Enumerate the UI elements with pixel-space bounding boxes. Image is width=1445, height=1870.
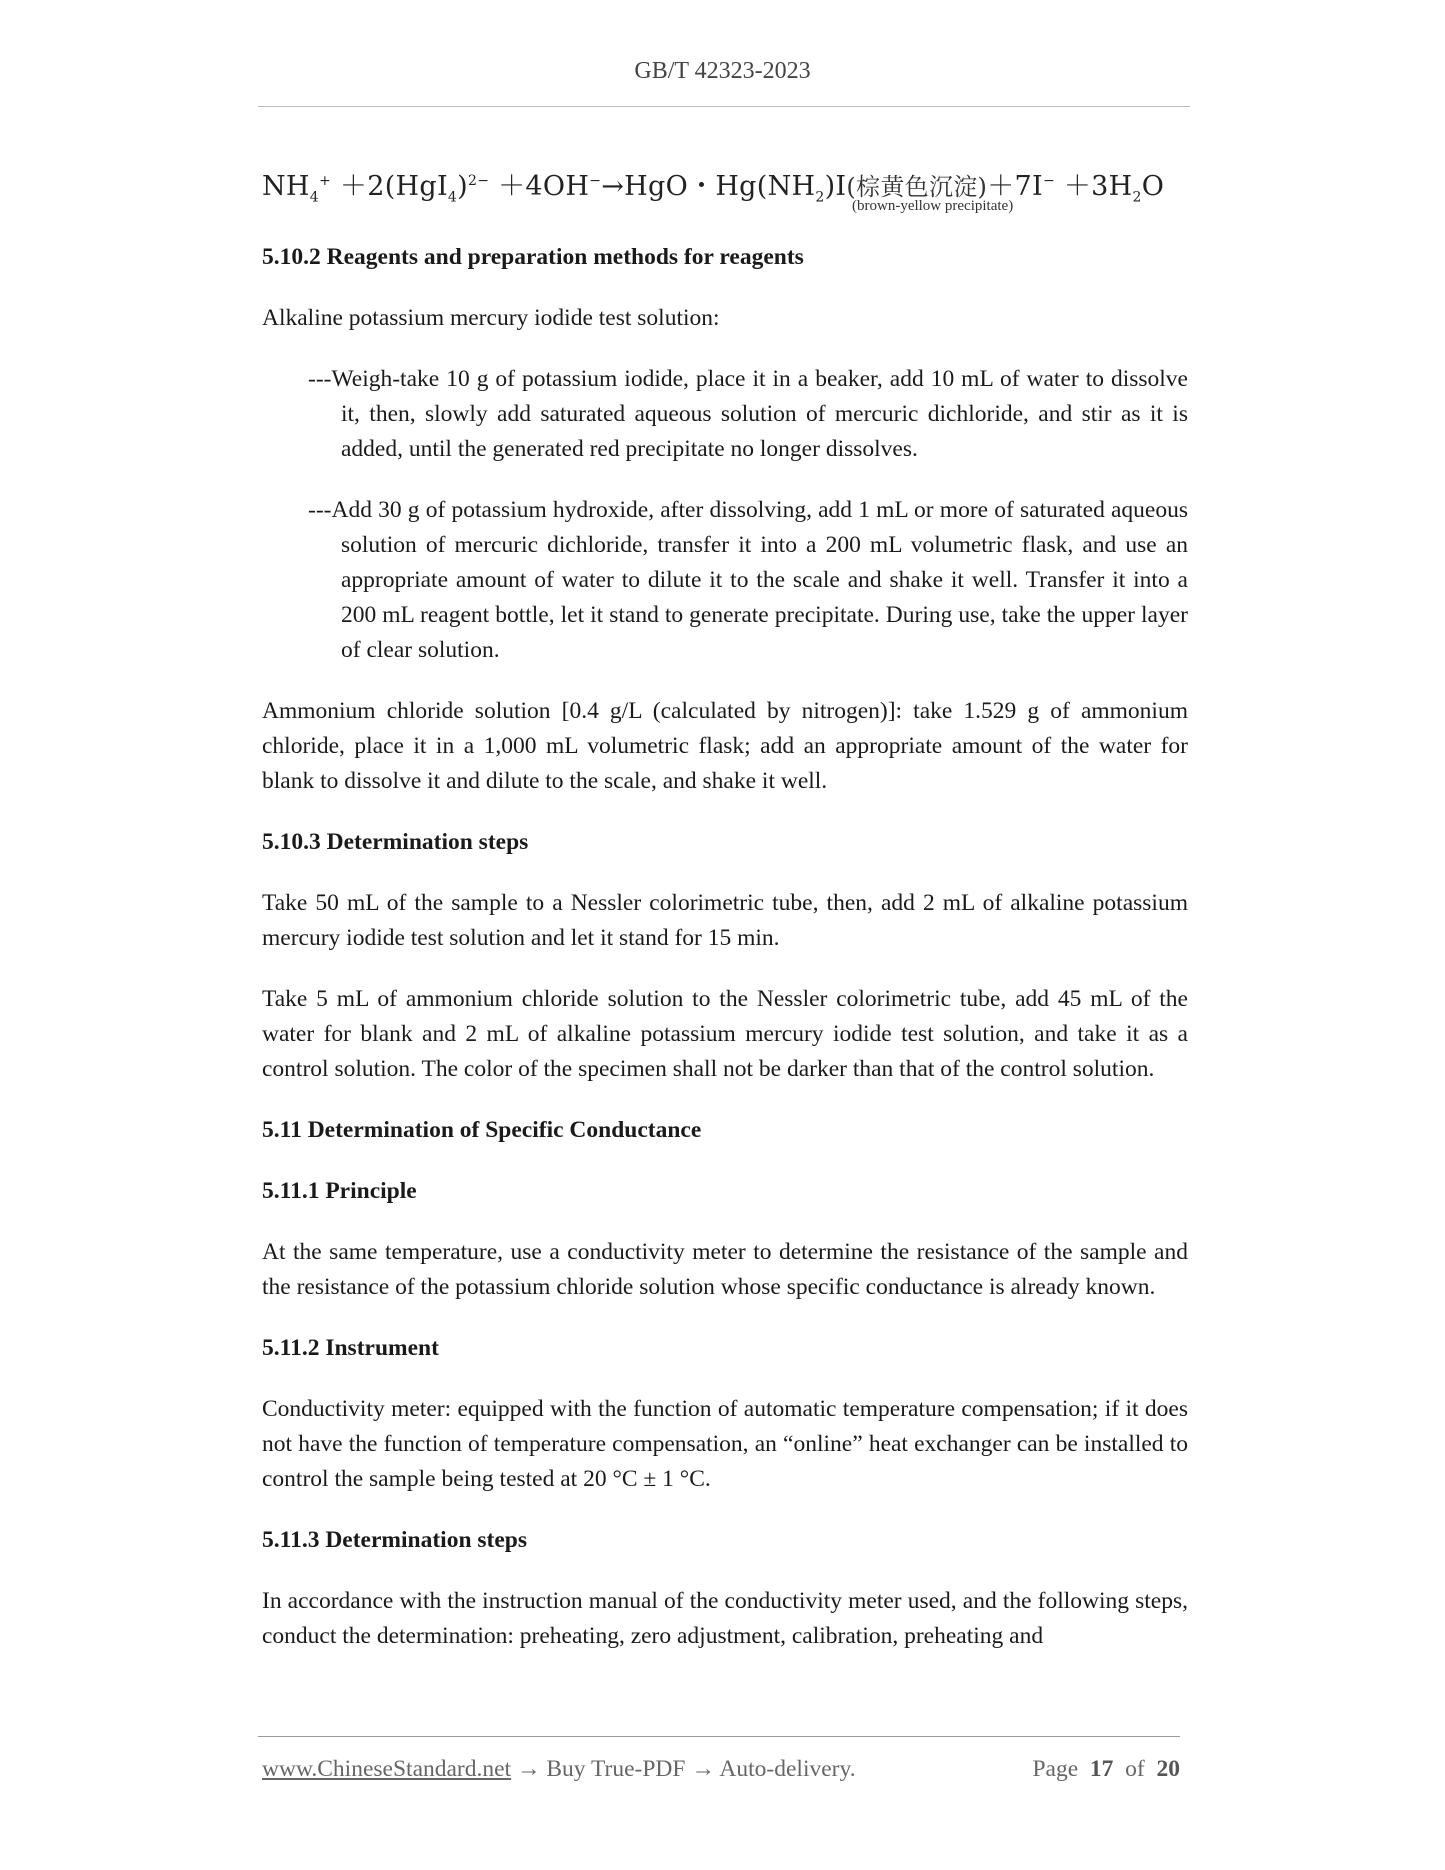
reagent-step-1: ---Weigh-take 10 g of potassium iodide, place it in a beaker, add 10 mL of water to dissolve it, then, slowly add saturated aqueous solution of mercuric dichloride, and stir as it is added, until the generated red precipitate no longer dissolves. [308,366,1188,462]
section-heading-5-10-2: 5.10.2 Reagents and preparation methods for reagents [262,244,804,270]
chemical-equation: $NH_4^+ +2(HgI_4)^{2-} +4OH^-\to HgO$・$Hg(NH_2)I$(棕黄色沉淀)$+7I^- +3H_2O$ [262,171,1165,206]
footer-promo [262,1756,856,1783]
section-heading-5-11: 5.11 Determination of Specific Conductance [262,1117,702,1143]
page-header [0,58,1445,85]
buy-pdf-text: Buy True-PDF [546,1756,686,1782]
page-indicator: Page 17 of 20 [1032,1756,1180,1782]
header-divider [258,106,1190,107]
precipitate-translation: (brown-yellow precipitate) [852,198,1014,214]
footer-divider [258,1736,1180,1737]
determination-paragraph-1: Take 50 mL of the sample to a Nessler colorimetric tube, then, add 2 mL of alkaline potassium mercury iodide test solution and let it stand for 15 min. [262,890,1188,951]
section-heading-5-10-3: 5.10.3 Determination steps [262,829,529,855]
arrow-right-icon: → [511,1756,547,1782]
current-page-number: 17 [1089,1756,1114,1782]
precipitate-note-cjk: (棕黄色沉淀) [846,173,988,201]
ammonium-chloride-paragraph: Ammonium chloride solution [0.4 g/L (calculated by nitrogen)]: take 1.529 g of ammonium chloride, place it in a 1,000 mL volumetric flask; add an appropriate amount of the water for blank to dissolve it and dilute to the scale, and shake it well. [262,698,1188,794]
determination-paragraph-2: Take 5 mL of ammonium chloride solution to the Nessler colorimetric tube, add 45 mL of the water for blank and 2 mL of alkaline potassium mercury iodide test solution, and take it as a control solution. The color of the specimen shall not be darker than that of the control solution. [262,986,1188,1082]
conductance-steps-paragraph: In accordance with the instruction manual of the conductivity meter used, and the following steps, conduct the determination: preheating, zero adjustment, calibration, preheating and [262,1588,1188,1649]
total-pages-number: 20 [1156,1756,1180,1782]
auto-delivery-text: Auto-delivery. [719,1756,856,1782]
standard-code: GB/T 42323-2023 [634,58,811,84]
section-heading-5-11-2: 5.11.2 Instrument [262,1335,439,1361]
section-heading-5-11-3: 5.11.3 Determination steps [262,1527,528,1553]
arrow-right-icon: → [685,1756,720,1782]
section-heading-5-11-1: 5.11.1 Principle [262,1178,417,1204]
reagent-intro: Alkaline potassium mercury iodide test solution: [262,305,720,331]
principle-paragraph: At the same temperature, use a conductivity meter to determine the resistance of the sample and the resistance of the potassium chloride solution whose specific conductance is already known. [262,1239,1188,1300]
website-link[interactable]: www.ChineseStandard.net [262,1756,512,1782]
reaction-arrow: → [601,171,625,202]
reagent-step-2: ---Add 30 g of potassium hydroxide, after dissolving, add 1 mL or more of saturated aqueous solution of mercuric dichloride, transfer it into a 200 mL volumetric flask, and use an appropriate amount of water to dilute it to the scale and shake it well. Transfer it into a 200 mL reagent bottle, let it stand to generate precipitate. During use, take the upper layer of clear solution. [308,497,1188,663]
instrument-paragraph: Conductivity meter: equipped with the function of automatic temperature compensation; if it does not have the function of temperature compensation, an “online” heat exchanger can be installed to control the sample being tested at 20 °C ± 1 °C. [262,1396,1188,1492]
document-body [262,240,1188,1654]
